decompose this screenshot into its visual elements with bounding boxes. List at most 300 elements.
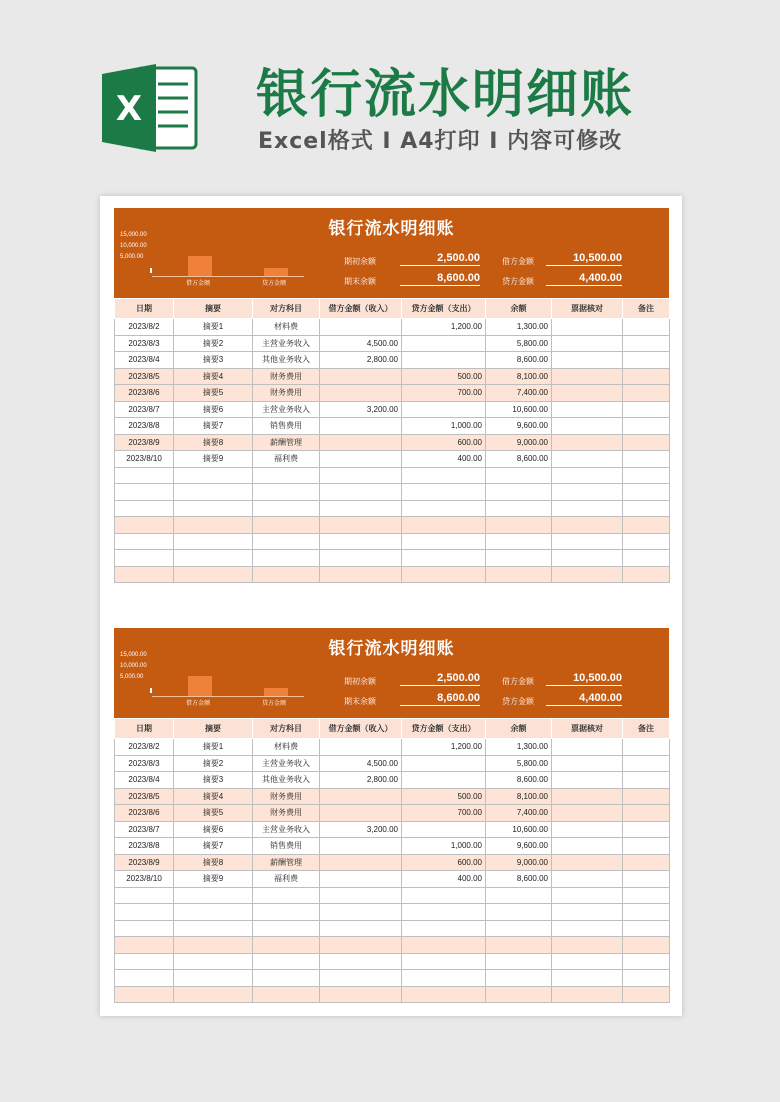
table-cell[interactable] [623,352,670,369]
table-cell[interactable]: 2023/8/10 [115,451,174,468]
table-cell[interactable] [623,368,670,385]
table-cell[interactable]: 摘要2 [174,755,253,772]
table-cell[interactable]: 摘要5 [174,385,253,402]
table-cell[interactable]: 摘要4 [174,368,253,385]
table-cell[interactable]: 财务费用 [253,368,320,385]
table-cell[interactable]: 2023/8/3 [115,335,174,352]
table-cell[interactable]: 3,200.00 [320,821,402,838]
table-cell[interactable]: 8,600.00 [486,352,552,369]
table-row [115,871,670,888]
table-cell[interactable] [552,401,623,418]
ledger-sheet-1 [114,208,669,583]
table-cell[interactable]: 4,500.00 [320,335,402,352]
table-cell[interactable] [174,484,253,501]
table-cell[interactable]: 500.00 [402,368,486,385]
column-header: 日期 [115,719,174,739]
x-tick-label: 贷方金额 [262,701,287,707]
table-cell[interactable]: 2023/8/8 [115,838,174,855]
table-cell[interactable]: 7,400.00 [486,805,552,822]
table-cell[interactable] [115,550,174,567]
table-cell[interactable]: 400.00 [402,871,486,888]
table-row [115,352,670,369]
table-cell[interactable] [552,533,623,550]
table-cell[interactable] [253,904,320,921]
table-cell[interactable]: 主营业务收入 [253,401,320,418]
table-cell[interactable] [402,953,486,970]
table-cell[interactable]: 8,600.00 [486,772,552,789]
table-cell[interactable]: 2023/8/8 [115,418,174,435]
table-cell[interactable]: 2023/8/5 [115,368,174,385]
table-cell[interactable] [402,821,486,838]
table-cell[interactable] [623,401,670,418]
table-cell[interactable] [486,904,552,921]
table-cell[interactable] [115,533,174,550]
table-cell[interactable]: 财务费用 [253,385,320,402]
closing-balance-label: 期末余额 [344,277,376,286]
debit-total-label: 借方金额 [502,677,534,686]
table-cell[interactable]: 700.00 [402,805,486,822]
table-cell[interactable] [486,517,552,534]
paper-sheet [100,196,682,1016]
table-cell[interactable] [623,953,670,970]
table-cell[interactable]: 销售费用 [253,418,320,435]
table-row [115,550,670,567]
table-cell[interactable] [320,533,402,550]
table-cell[interactable] [623,550,670,567]
table-cell[interactable] [320,838,402,855]
credit-total-value: 4,400.00 [546,272,622,286]
table-cell[interactable] [253,500,320,517]
table-row [115,970,670,987]
table-cell[interactable] [552,517,623,534]
table-cell[interactable]: 材料费 [253,319,320,336]
table-cell[interactable] [253,467,320,484]
table-cell[interactable] [623,937,670,954]
table-cell[interactable] [402,401,486,418]
table-cell[interactable] [402,887,486,904]
table-cell[interactable] [115,904,174,921]
table-cell[interactable]: 2023/8/4 [115,352,174,369]
table-cell[interactable]: 1,000.00 [402,418,486,435]
table-cell[interactable] [402,986,486,1003]
table-cell[interactable] [402,352,486,369]
table-cell[interactable]: 摘要7 [174,418,253,435]
table-cell[interactable] [486,484,552,501]
table-cell[interactable] [115,887,174,904]
table-cell[interactable] [486,887,552,904]
table-cell[interactable]: 1,300.00 [486,319,552,336]
table-cell[interactable] [320,385,402,402]
table-cell[interactable]: 2023/8/3 [115,755,174,772]
table-cell[interactable] [623,805,670,822]
table-cell[interactable]: 2023/8/5 [115,788,174,805]
table-cell[interactable] [320,871,402,888]
table-cell[interactable]: 8,100.00 [486,368,552,385]
table-cell[interactable] [486,467,552,484]
table-row [115,937,670,954]
table-cell[interactable] [623,335,670,352]
table-cell[interactable] [402,517,486,534]
table-cell[interactable] [552,451,623,468]
table-cell[interactable] [623,517,670,534]
logo-letter: X [115,89,143,129]
table-cell[interactable] [115,500,174,517]
table-cell[interactable] [552,821,623,838]
table-cell[interactable] [174,986,253,1003]
table-cell[interactable] [320,739,402,756]
table-cell[interactable] [115,937,174,954]
table-cell[interactable] [253,953,320,970]
table-cell[interactable] [320,368,402,385]
table-cell[interactable] [320,517,402,534]
table-cell[interactable] [552,550,623,567]
table-cell[interactable]: 600.00 [402,434,486,451]
table-cell[interactable] [623,385,670,402]
table-cell[interactable] [623,418,670,435]
table-cell[interactable]: 摘要2 [174,335,253,352]
table-cell[interactable] [402,755,486,772]
table-cell[interactable]: 财务费用 [253,788,320,805]
table-cell[interactable] [552,986,623,1003]
table-row [115,772,670,789]
table-cell[interactable] [623,821,670,838]
table-cell[interactable] [174,500,253,517]
table-cell[interactable]: 1,000.00 [402,838,486,855]
table-cell[interactable]: 8,600.00 [486,451,552,468]
table-cell[interactable]: 8,600.00 [486,871,552,888]
table-cell[interactable] [552,319,623,336]
table-cell[interactable] [486,920,552,937]
table-cell[interactable] [552,887,623,904]
table-cell[interactable] [552,434,623,451]
table-cell[interactable] [402,335,486,352]
table-cell[interactable] [174,887,253,904]
table-cell[interactable] [402,550,486,567]
table-cell[interactable] [174,467,253,484]
table-cell[interactable] [486,953,552,970]
table-cell[interactable]: 2023/8/4 [115,772,174,789]
table-cell[interactable] [115,953,174,970]
table-cell[interactable] [320,887,402,904]
table-cell[interactable] [623,904,670,921]
table-cell[interactable] [115,970,174,987]
y-tick-label: 10,000.00 [120,663,147,669]
table-cell[interactable] [174,566,253,583]
table-cell[interactable] [320,920,402,937]
table-cell[interactable] [552,418,623,435]
table-cell[interactable]: 2023/8/7 [115,821,174,838]
table-cell[interactable] [552,368,623,385]
table-cell[interactable] [552,953,623,970]
table-cell[interactable] [115,986,174,1003]
table-cell[interactable]: 2023/8/9 [115,434,174,451]
table-cell[interactable]: 财务费用 [253,805,320,822]
table-cell[interactable]: 1,200.00 [402,739,486,756]
table-cell[interactable]: 9,600.00 [486,838,552,855]
table-cell[interactable] [253,970,320,987]
table-cell[interactable] [253,566,320,583]
credit-total-label: 贷方金额 [502,697,534,706]
x-axis [152,696,304,697]
table-cell[interactable]: 主营业务收入 [253,755,320,772]
ledger-title: 银行流水明细账 [328,219,455,238]
table-cell[interactable] [174,904,253,921]
table-cell[interactable] [402,920,486,937]
table-cell[interactable] [320,319,402,336]
table-cell[interactable]: 主营业务收入 [253,335,320,352]
table-cell[interactable]: 5,800.00 [486,755,552,772]
table-cell[interactable] [320,467,402,484]
table-cell[interactable] [253,533,320,550]
table-cell[interactable]: 摘要8 [174,854,253,871]
table-cell[interactable] [320,451,402,468]
table-cell[interactable] [402,970,486,987]
table-cell[interactable] [320,904,402,921]
table-cell[interactable] [623,484,670,501]
table-cell[interactable]: 摘要8 [174,434,253,451]
table-cell[interactable] [552,838,623,855]
column-header: 票据核对 [552,299,623,319]
table-cell[interactable]: 2023/8/7 [115,401,174,418]
x-tick-label: 贷方金额 [262,281,287,287]
closing-balance-label: 期末余额 [344,697,376,706]
table-cell[interactable]: 500.00 [402,788,486,805]
table-cell[interactable] [320,550,402,567]
table-cell[interactable] [623,920,670,937]
page-title: 银行流水明细账 [256,65,635,125]
table-row [115,319,670,336]
table-cell[interactable] [115,920,174,937]
table-cell[interactable] [402,500,486,517]
table-cell[interactable]: 10,600.00 [486,821,552,838]
table-cell[interactable] [552,970,623,987]
table-cell[interactable]: 2023/8/6 [115,385,174,402]
table-cell[interactable] [402,566,486,583]
table-cell[interactable] [174,953,253,970]
table-row [115,805,670,822]
table-cell[interactable] [174,550,253,567]
table-cell[interactable] [623,788,670,805]
table-cell[interactable] [552,755,623,772]
table-cell[interactable]: 摘要1 [174,319,253,336]
opening-balance-value: 2,500.00 [400,252,480,266]
table-cell[interactable] [623,970,670,987]
table-cell[interactable] [623,772,670,789]
table-cell[interactable] [402,533,486,550]
table-cell[interactable] [623,467,670,484]
debit-total-value: 10,500.00 [546,252,622,266]
table-cell[interactable] [623,434,670,451]
table-cell[interactable] [320,418,402,435]
table-cell[interactable] [320,953,402,970]
table-cell[interactable] [320,805,402,822]
table-cell[interactable]: 2,800.00 [320,352,402,369]
table-row [115,418,670,435]
table-cell[interactable] [402,467,486,484]
table-cell[interactable]: 700.00 [402,385,486,402]
table-cell[interactable]: 摘要9 [174,451,253,468]
table-cell[interactable] [623,838,670,855]
column-header: 贷方金额（支出） [402,719,486,739]
table-cell[interactable]: 销售费用 [253,838,320,855]
table-cell[interactable]: 摘要9 [174,871,253,888]
table-cell[interactable] [623,739,670,756]
table-cell[interactable]: 主营业务收入 [253,821,320,838]
table-cell[interactable]: 600.00 [402,854,486,871]
table-cell[interactable] [552,352,623,369]
table-cell[interactable] [320,484,402,501]
table-cell[interactable] [486,550,552,567]
table-cell[interactable]: 9,000.00 [486,434,552,451]
table-cell[interactable] [115,467,174,484]
table-cell[interactable]: 2023/8/2 [115,739,174,756]
table-cell[interactable]: 10,600.00 [486,401,552,418]
table-cell[interactable]: 材料费 [253,739,320,756]
table-cell[interactable] [402,904,486,921]
table-cell[interactable] [174,533,253,550]
table-cell[interactable] [253,887,320,904]
column-header: 借方金额（收入） [320,719,402,739]
table-cell[interactable] [552,805,623,822]
table-cell[interactable] [623,500,670,517]
table-cell[interactable] [320,986,402,1003]
table-cell[interactable]: 9,600.00 [486,418,552,435]
table-cell[interactable]: 摘要6 [174,401,253,418]
table-cell[interactable]: 7,400.00 [486,385,552,402]
table-row [115,401,670,418]
table-cell[interactable] [253,550,320,567]
table-cell[interactable] [623,755,670,772]
table-cell[interactable]: 4,500.00 [320,755,402,772]
table-cell[interactable] [623,566,670,583]
table-cell[interactable] [623,451,670,468]
table-cell[interactable] [552,920,623,937]
table-cell[interactable] [174,517,253,534]
debit-total-label: 借方金额 [502,257,534,266]
table-row [115,335,670,352]
table-cell[interactable]: 摘要4 [174,788,253,805]
table-row [115,854,670,871]
table-cell[interactable]: 薪酬管理 [253,854,320,871]
table-cell[interactable] [552,335,623,352]
table-cell[interactable]: 摘要5 [174,805,253,822]
table-cell[interactable] [486,970,552,987]
table-cell[interactable] [623,887,670,904]
table-cell[interactable] [253,937,320,954]
table-cell[interactable]: 其他业务收入 [253,772,320,789]
table-cell[interactable]: 2,800.00 [320,772,402,789]
table-cell[interactable]: 福利费 [253,451,320,468]
table-cell[interactable] [552,904,623,921]
table-cell[interactable]: 摘要1 [174,739,253,756]
table-cell[interactable]: 摘要3 [174,772,253,789]
x-tick-label: 借方金额 [186,701,211,707]
table-cell[interactable] [552,467,623,484]
table-cell[interactable] [552,788,623,805]
ledger-sheet-2 [114,628,669,1003]
table-cell[interactable] [253,517,320,534]
column-header: 余额 [486,719,552,739]
table-row [115,484,670,501]
table-cell[interactable] [552,566,623,583]
excel-logo-icon [100,62,200,154]
table-cell[interactable] [320,434,402,451]
table-cell[interactable] [402,772,486,789]
table-cell[interactable] [402,937,486,954]
table-cell[interactable] [320,500,402,517]
table-cell[interactable]: 摘要3 [174,352,253,369]
table-cell[interactable] [552,854,623,871]
table-cell[interactable] [253,986,320,1003]
table-cell[interactable] [623,533,670,550]
table-cell[interactable]: 摘要7 [174,838,253,855]
bar-debit [188,256,212,276]
table-cell[interactable]: 1,200.00 [402,319,486,336]
table-cell[interactable] [552,871,623,888]
table-cell[interactable] [486,500,552,517]
table-cell[interactable]: 2023/8/9 [115,854,174,871]
table-cell[interactable]: 8,100.00 [486,788,552,805]
table-cell[interactable] [320,970,402,987]
table-cell[interactable] [115,566,174,583]
table-cell[interactable]: 400.00 [402,451,486,468]
table-cell[interactable] [174,920,253,937]
table-cell[interactable] [552,937,623,954]
table-cell[interactable] [552,500,623,517]
table-cell[interactable]: 5,800.00 [486,335,552,352]
table-cell[interactable]: 9,000.00 [486,854,552,871]
table-cell[interactable] [552,385,623,402]
table-cell[interactable] [623,986,670,1003]
table-cell[interactable] [402,484,486,501]
ledger-table [114,718,670,1003]
table-row [115,986,670,1003]
table-cell[interactable] [623,319,670,336]
table-cell[interactable] [253,484,320,501]
table-cell[interactable] [552,484,623,501]
table-cell[interactable] [320,788,402,805]
table-cell[interactable]: 薪酬管理 [253,434,320,451]
table-cell[interactable]: 1,300.00 [486,739,552,756]
y-tick-label: 10,000.00 [120,243,147,249]
table-cell[interactable] [115,517,174,534]
table-cell[interactable] [486,566,552,583]
table-cell[interactable]: 2023/8/6 [115,805,174,822]
table-cell[interactable] [115,484,174,501]
table-cell[interactable] [486,937,552,954]
table-cell[interactable]: 2023/8/2 [115,319,174,336]
table-cell[interactable]: 其他业务收入 [253,352,320,369]
table-cell[interactable]: 3,200.00 [320,401,402,418]
table-cell[interactable] [552,739,623,756]
table-cell[interactable] [320,937,402,954]
table-cell[interactable]: 福利费 [253,871,320,888]
table-cell[interactable] [320,566,402,583]
table-cell[interactable] [320,854,402,871]
table-cell[interactable] [623,854,670,871]
table-cell[interactable] [486,533,552,550]
table-cell[interactable] [253,920,320,937]
table-cell[interactable] [174,970,253,987]
table-row [115,755,670,772]
table-cell[interactable] [486,986,552,1003]
table-cell[interactable]: 摘要6 [174,821,253,838]
table-cell[interactable] [552,772,623,789]
table-cell[interactable]: 2023/8/10 [115,871,174,888]
bar-credit [264,688,288,696]
table-cell[interactable] [174,937,253,954]
table-cell[interactable] [623,871,670,888]
